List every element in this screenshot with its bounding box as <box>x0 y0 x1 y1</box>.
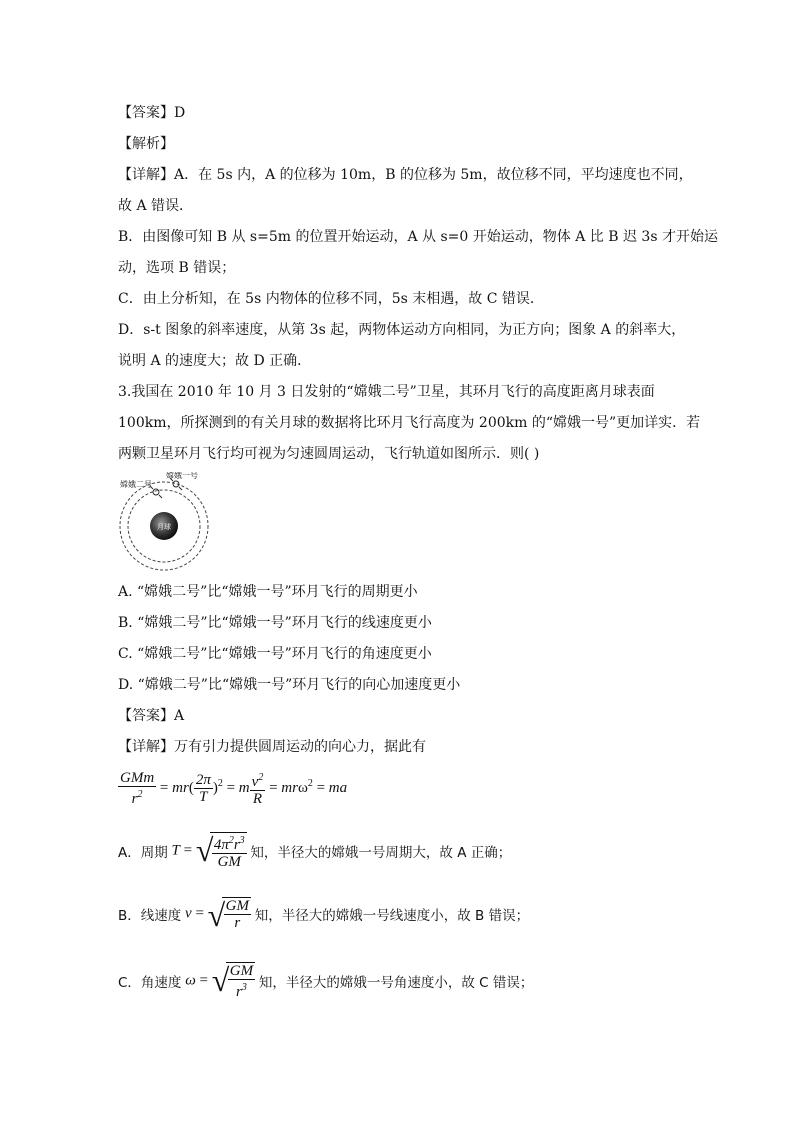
detail-c-prefix: C．角速度 <box>118 975 182 991</box>
q3-option-d: D. “嫦娥二号”比“嫦娥一号”环月飞行的向心加速度更小 <box>118 677 461 693</box>
velocity-formula: √ $\frac{GM}{r}$ <box>207 897 249 933</box>
q2-analysis-heading: 【解析】 <box>118 136 174 152</box>
angular-velocity-formula: √ $\frac{GM}{r^3}$ <box>211 962 254 1000</box>
q3-option-a: A. “嫦娥二号”比“嫦娥一号”环月飞行的周期更小 <box>118 584 418 600</box>
q3-detail-c: C．角速度 ω = √ $\frac{GM}{r^3}$ 知，半径大的嫦娥一号角速度小，故 C 错误； <box>118 962 534 1000</box>
q3-stem-line3: 两颗卫星环月飞行均可视为匀速圆周运动，飞行轨道如图所示．则( ) <box>118 446 540 462</box>
q3-detail-b: B．线速度 v = √ $\frac{GM}{r}$ 知，半径大的嫦娥一号线速度小，故 B 错误； <box>118 897 530 933</box>
gravity-equation: $\frac{\text{GMm}}{r^2}$ = mr( $\frac{2\pi}{T}$ )$^2$ = m $\frac{v^2}{R}$ = mrω$^2$ = ma <box>120 770 348 807</box>
q2-detail-b-cont: 动，选项 B 错误； <box>118 260 236 276</box>
detail-b-prefix: B．线速度 <box>118 908 182 924</box>
label-chang-e-two: 嫦娥二号 <box>120 480 152 489</box>
detail-a-suffix: 知，半径大的嫦娥一号周期大，故 A 正确； <box>250 845 512 861</box>
q3-option-c: C. “嫦娥二号”比“嫦娥一号”环月飞行的角速度更小 <box>118 646 432 662</box>
q2-detail-d: D．s-t 图象的斜率速度，从第 3s 起，两物体运动方向相同，为正方向；图象 A 的斜率大， <box>118 322 686 338</box>
detail-c-suffix: 知，半径大的嫦娥一号角速度小，故 C 错误； <box>258 975 534 991</box>
detail-a-prefix: A．周期 <box>118 845 168 861</box>
moon-label: 月球 <box>157 523 171 531</box>
q2-detail-a-cont: 故 A 错误． <box>118 198 194 214</box>
q3-detail-a: A．周期 T = √ $\frac{4\pi^2r^3}{GM}$ 知，半径大的嫦娥一号周期大，故 A 正确； <box>118 832 512 870</box>
detail-b-suffix: 知，半径大的嫦娥一号线速度小，故 B 错误； <box>254 908 530 924</box>
q2-answer: 【答案】D <box>118 105 186 121</box>
q2-detail-b: B．由图像可知 B 从 s=5m 的位置开始运动，A 从 s=0 开始运动，物体 A 比 B 迟 3s 才开始运 <box>118 229 718 245</box>
q3-stem-line2: 100km，所探测到的有关月球的数据将比环月飞行高度为 200km 的“嫦娥一号”更加详实．若 <box>118 415 701 431</box>
q2-detail-d-cont: 说明 A 的速度大；故 D 正确． <box>118 353 312 369</box>
q3-answer: 【答案】A <box>118 708 185 724</box>
orbit-figure <box>116 472 216 572</box>
period-formula: √ $\frac{4\pi^2r^3}{GM}$ <box>195 832 245 870</box>
q2-detail-a: 【详解】A．在 5s 内，A 的位移为 10m，B 的位移为 5m，故位移不同，平均速度也不同， <box>118 167 693 183</box>
label-chang-e-one: 嫦娥一号 <box>166 472 198 480</box>
q3-detail-intro: 【详解】万有引力提供圆周运动的向心力，据此有 <box>118 739 426 755</box>
q3-option-b: B. “嫦娥二号”比“嫦娥一号”环月飞行的线速度更小 <box>118 615 432 631</box>
q2-detail-c: C．由上分析知，在 5s 内物体的位移不同，5s 末相遇，故 C 错误． <box>118 291 544 307</box>
q3-stem-line1: 3.我国在 2010 年 10 月 3 日发射的“嫦娥二号”卫星，其环月飞行的高度距离月球表面 <box>118 384 655 400</box>
